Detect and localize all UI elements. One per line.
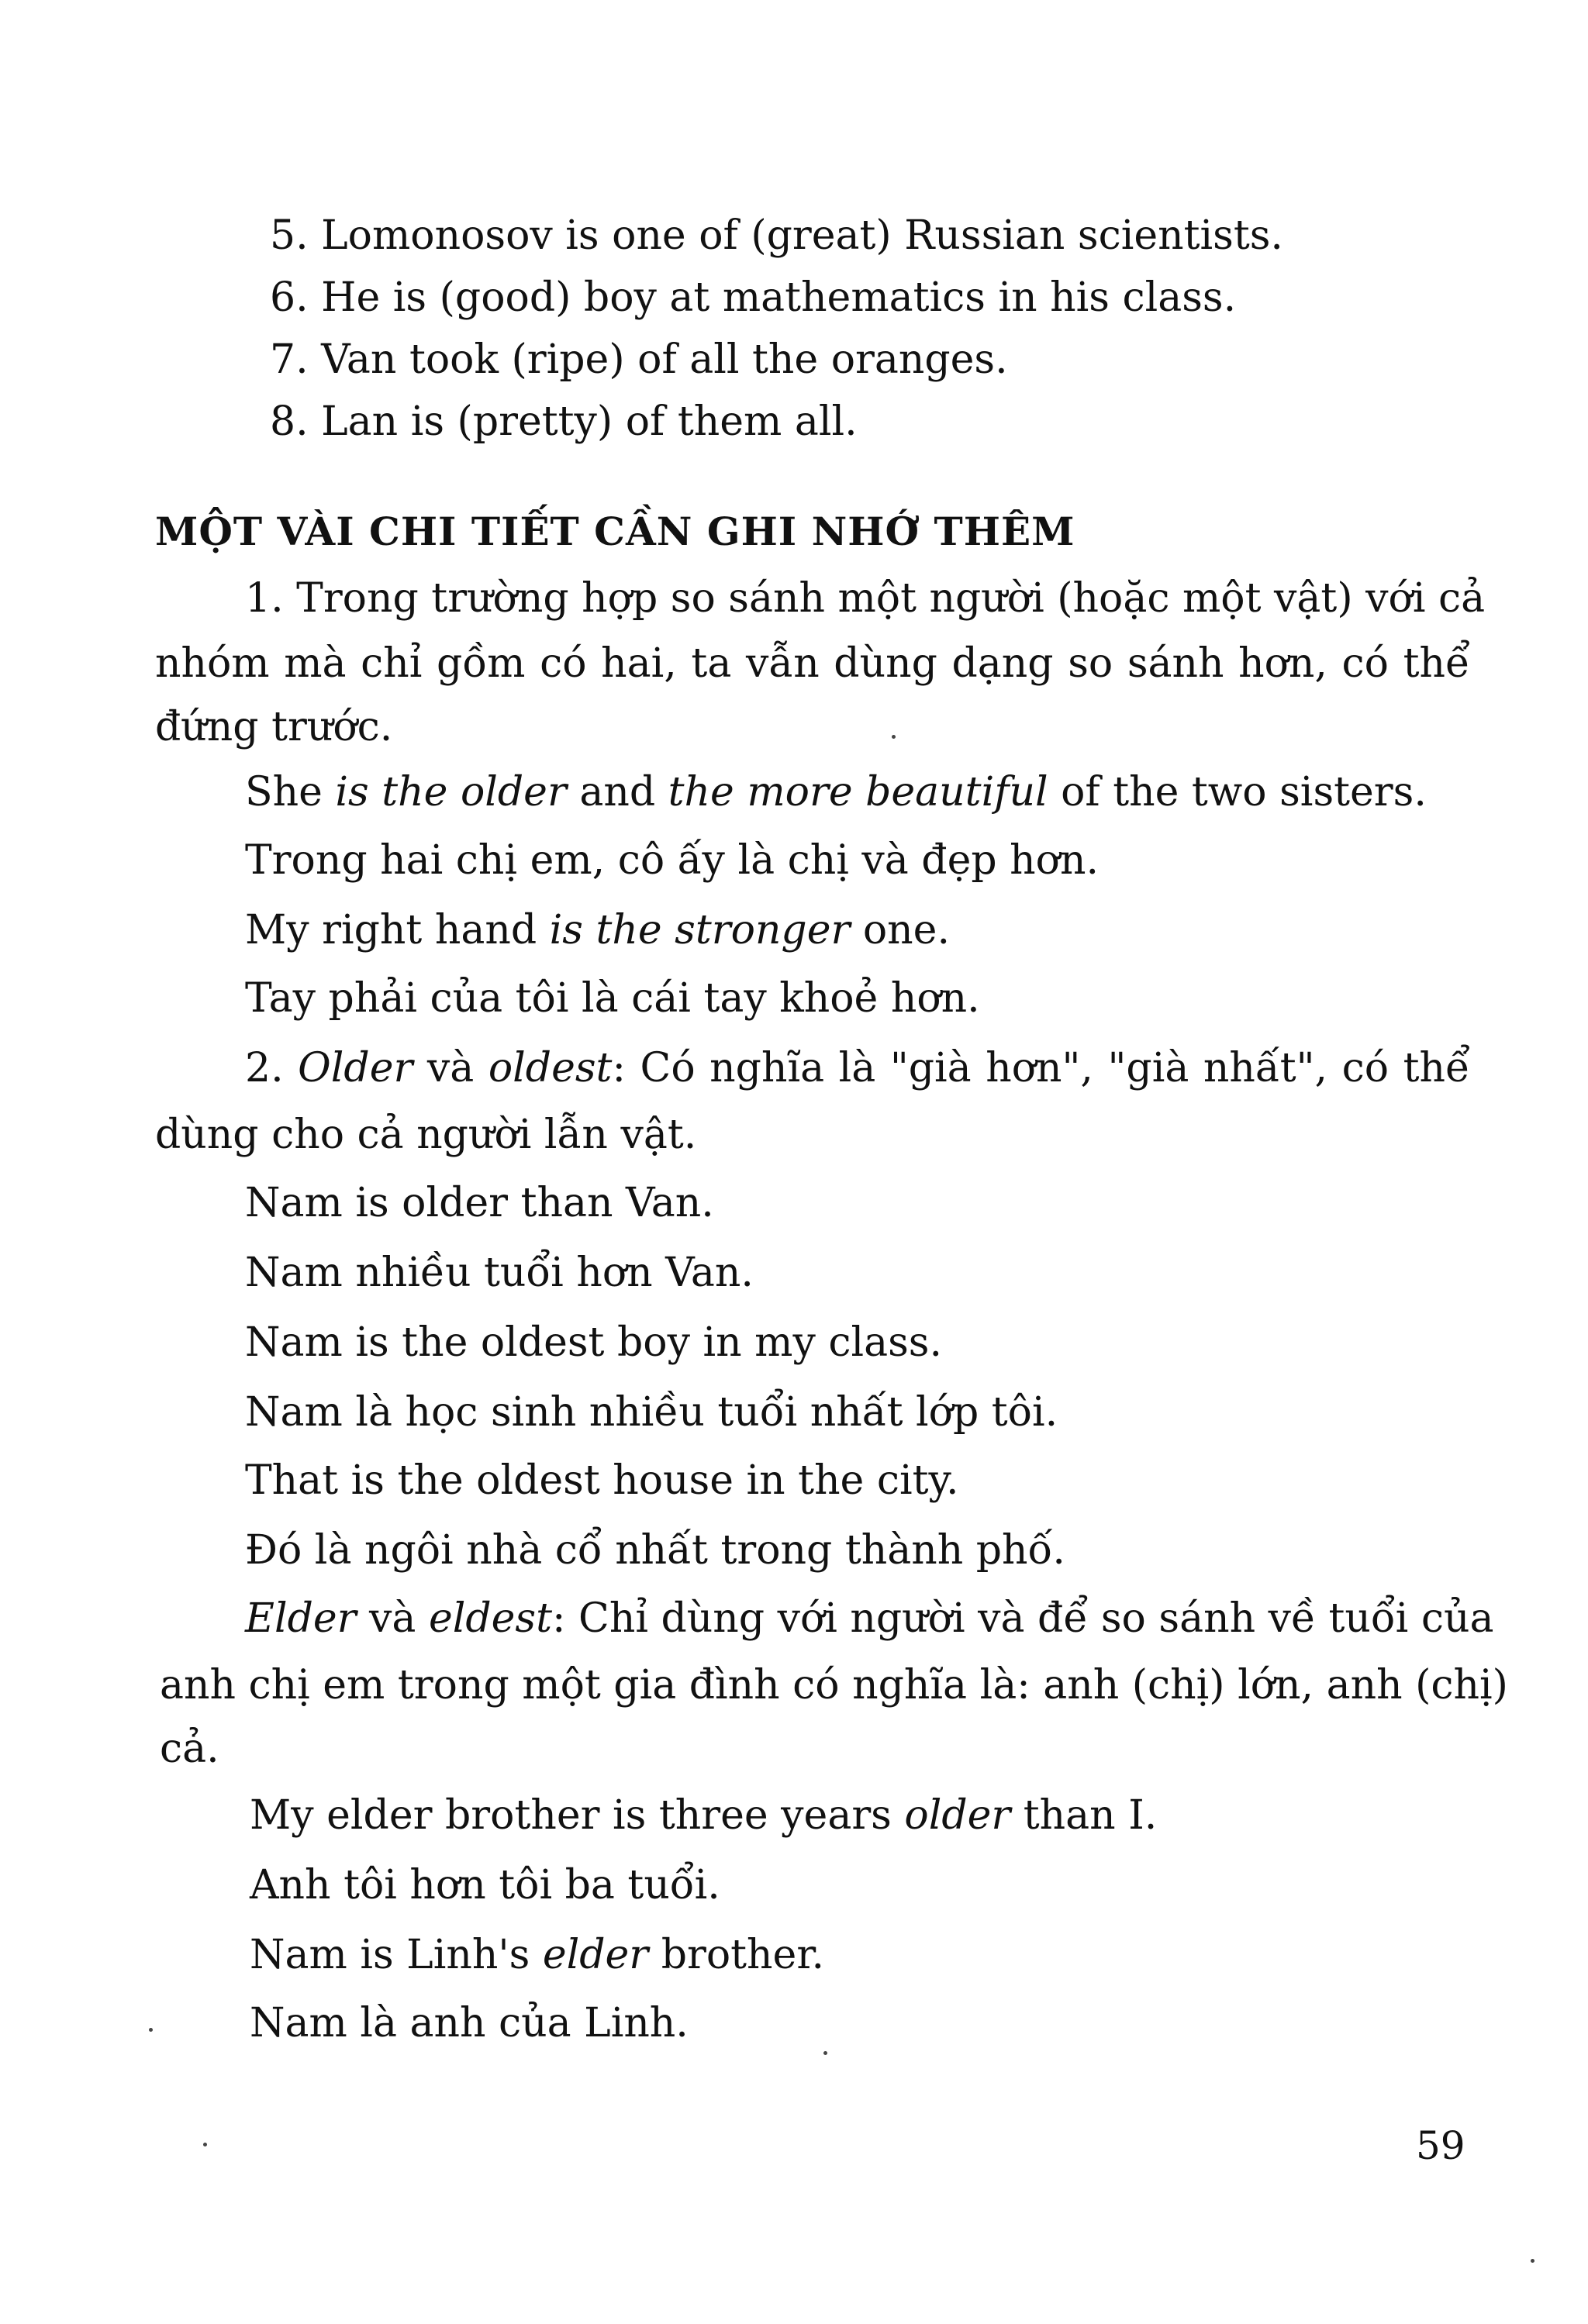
example-emphasis: the more beautiful xyxy=(668,769,1048,815)
example-text: and xyxy=(566,769,668,815)
exercise-item-8: 8. Lan is (pretty) of them all. xyxy=(270,398,858,445)
note2-number: 2. xyxy=(245,1045,299,1091)
example-emphasis: older xyxy=(904,1792,1011,1839)
note1-line3: đứng trước. xyxy=(155,704,393,750)
note3-line2: anh chị em trong một gia đình có nghĩa là: anh (chị) lớn, anh (chị) xyxy=(160,1662,1508,1709)
scan-speck xyxy=(149,2028,153,2032)
example-text: Nam is Linh's xyxy=(250,1932,543,1978)
note1-translation1: Trong hai chị em, cô ấy là chị và đẹp hơn. xyxy=(245,837,1099,884)
note3-definition: : Chỉ dùng với người và để so sánh về tuổi của xyxy=(552,1595,1494,1642)
note2-example: That is the oldest house in the city. xyxy=(245,1457,959,1504)
note2-example: Nam is the oldest boy in my class. xyxy=(245,1319,943,1366)
page-number: 59 xyxy=(1416,2123,1465,2168)
note2-conjunction: và xyxy=(413,1045,488,1091)
note1-example2 xyxy=(245,905,950,955)
example-emphasis: is the older xyxy=(335,769,567,815)
note1-line1: 1. Trong trường hợp so sánh một người (hoặc một vật) với cả xyxy=(245,575,1486,622)
note3-line3: cả. xyxy=(160,1726,219,1772)
note2-translation: Nam nhiều tuổi hơn Van. xyxy=(245,1250,754,1296)
note3-example2 xyxy=(250,1930,824,1980)
note2-term-oldest: oldest xyxy=(488,1045,613,1091)
note3-translation1: Anh tôi hơn tôi ba tuổi. xyxy=(250,1862,720,1909)
note3-term-eldest: eldest xyxy=(428,1595,552,1642)
example-text: one. xyxy=(850,907,950,953)
exercise-item-7: 7. Van took (ripe) of all the oranges. xyxy=(270,336,1008,383)
example-text: My elder brother is three years xyxy=(250,1792,905,1839)
example-text: than I. xyxy=(1010,1792,1158,1839)
note3-example1 xyxy=(250,1791,1157,1840)
section-heading: MỘT VÀI CHI TIẾT CẦN GHI NHỚ THÊM xyxy=(155,509,1075,554)
example-text: My right hand xyxy=(245,907,550,953)
note3-translation2: Nam là anh của Linh. xyxy=(250,2000,689,2046)
note2-example: Nam is older than Van. xyxy=(245,1180,714,1226)
exercise-item-5: 5. Lomonosov is one of (great) Russian scientists. xyxy=(270,212,1283,259)
example-emphasis: elder xyxy=(542,1932,649,1978)
note3-term-elder: Elder xyxy=(245,1595,357,1642)
note2-line1 xyxy=(245,1043,1470,1093)
example-text: brother. xyxy=(648,1932,824,1978)
note3-conjunction: và xyxy=(356,1595,429,1642)
exercise-item-6: 6. He is (good) boy at mathematics in his class. xyxy=(270,274,1237,321)
note2-translation: Nam là học sinh nhiều tuổi nhất lớp tôi. xyxy=(245,1389,1058,1436)
scan-speck xyxy=(203,2143,207,2146)
note1-translation2: Tay phải của tôi là cái tay khoẻ hơn. xyxy=(245,975,980,1022)
example-emphasis: is the stronger xyxy=(549,907,851,953)
example-text: of the two sisters. xyxy=(1048,769,1427,815)
note1-example1 xyxy=(245,767,1427,817)
note2-definition: : Có nghĩa là "già hơn", "già nhất", có thể xyxy=(612,1045,1470,1091)
scan-speck xyxy=(892,735,896,739)
example-text: She xyxy=(245,769,336,815)
note2-term-older: Older xyxy=(298,1045,413,1091)
note2-line2: dùng cho cả người lẫn vật. xyxy=(155,1112,697,1158)
scan-speck xyxy=(823,2051,827,2055)
note1-line2: nhóm mà chỉ gồm có hai, ta vẫn dùng dạng so sánh hơn, có thể xyxy=(155,640,1470,687)
scan-speck xyxy=(1531,2259,1534,2263)
note3-line1 xyxy=(245,1594,1494,1643)
note2-translation: Đó là ngôi nhà cổ nhất trong thành phố. xyxy=(245,1527,1065,1574)
